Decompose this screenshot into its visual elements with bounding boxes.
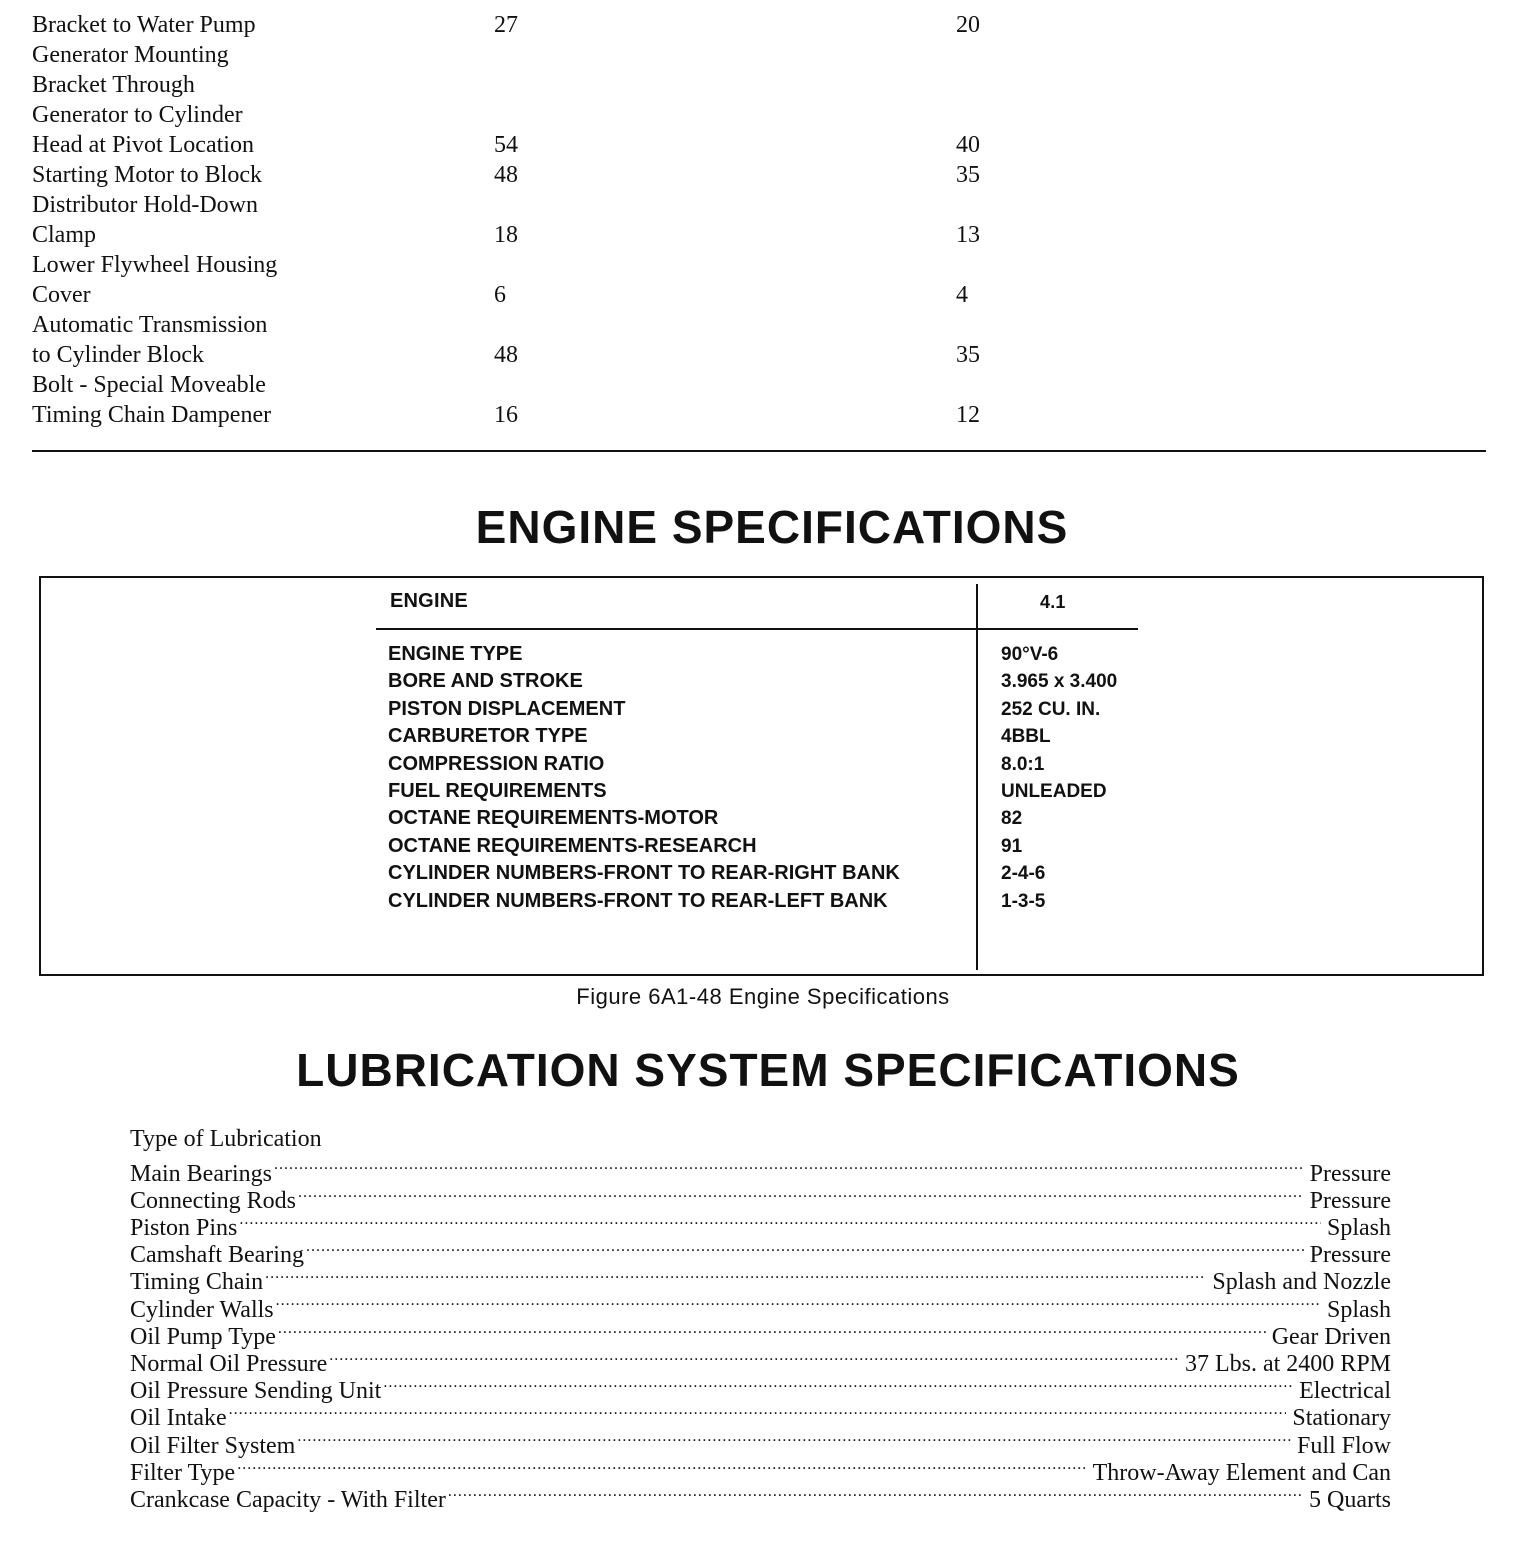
torque-row <box>32 220 1132 250</box>
lubrication-value: Splash and Nozzle <box>1212 1269 1391 1296</box>
spec-value: 4BBL <box>1001 726 1051 748</box>
dot-leader <box>274 1154 1304 1181</box>
lubrication-value: Gear Driven <box>1271 1323 1391 1350</box>
torque-row <box>32 310 1132 340</box>
spec-column-divider <box>976 584 978 970</box>
torque-nm: 27 <box>494 12 518 38</box>
torque-row <box>32 160 1132 190</box>
dot-leader <box>383 1371 1293 1398</box>
torque-item: Bracket to Water Pump <box>32 12 256 38</box>
spec-label: FUEL REQUIREMENTS <box>388 779 607 802</box>
torque-item: Generator to Cylinder <box>32 102 243 128</box>
lubrication-value: 5 Quarts <box>1309 1486 1391 1513</box>
torque-nm: 6 <box>494 282 506 308</box>
lubrication-label: Oil Pressure Sending Unit <box>130 1378 382 1405</box>
lubrication-value: Pressure <box>1309 1187 1391 1214</box>
dot-leader <box>298 1181 1304 1208</box>
dot-leader <box>448 1480 1303 1507</box>
torque-nm: 18 <box>494 222 518 248</box>
lubrication-value: Throw-Away Element and Can <box>1092 1459 1391 1486</box>
spec-label: OCTANE REQUIREMENTS-RESEARCH <box>388 834 757 857</box>
lubrication-row <box>130 1453 1391 1486</box>
spec-label: CYLINDER NUMBERS-FRONT TO REAR-RIGHT BANK <box>388 862 900 885</box>
dot-leader <box>265 1262 1206 1289</box>
lubrication-row <box>130 1208 1391 1242</box>
lubrication-value: Stationary <box>1292 1405 1391 1432</box>
engine-spec-box <box>39 576 1484 976</box>
torque-row <box>32 70 1132 100</box>
torque-item: Timing Chain Dampener <box>32 402 272 428</box>
torque-ftlb: 13 <box>956 222 980 248</box>
lubrication-value: Splash <box>1326 1215 1391 1242</box>
torque-ftlb: 20 <box>956 12 980 38</box>
lubrication-row <box>130 1398 1391 1432</box>
lubrication-label: Crankcase Capacity - With Filter <box>130 1486 446 1513</box>
lubrication-row <box>130 1154 1391 1187</box>
spec-label: CARBURETOR TYPE <box>388 725 588 748</box>
lubrication-row <box>130 1235 1391 1269</box>
torque-row <box>32 250 1132 280</box>
dot-leader <box>239 1208 1321 1235</box>
spec-header-label: ENGINE <box>390 590 468 612</box>
dot-leader <box>306 1235 1304 1262</box>
lubrication-value: Full Flow <box>1296 1432 1391 1459</box>
spec-label: BORE AND STROKE <box>388 670 583 693</box>
lubrication-row <box>130 1317 1391 1350</box>
torque-ftlb: 12 <box>956 402 980 428</box>
lubrication-label: Oil Pump Type <box>130 1323 276 1350</box>
torque-item: to Cylinder Block <box>32 342 204 368</box>
lubrication-value: Pressure <box>1309 1160 1391 1187</box>
lubrication-label: Filter Type <box>130 1459 236 1486</box>
torque-ftlb: 40 <box>956 132 980 158</box>
engine-specifications-title: ENGINE SPECIFICATIONS <box>475 501 1069 553</box>
lubrication-row <box>130 1181 1391 1214</box>
torque-item: Bracket Through <box>32 72 195 98</box>
spec-value: 8.0:1 <box>1001 753 1045 775</box>
torque-item: Automatic Transmission <box>32 312 268 338</box>
torque-row <box>32 340 1132 370</box>
lubrication-row <box>130 1480 1391 1513</box>
dot-leader <box>329 1344 1179 1371</box>
lubrication-value: 37 Lbs. at 2400 RPM <box>1184 1351 1391 1377</box>
torque-nm: 16 <box>494 402 518 428</box>
torque-item: Lower Flywheel Housing <box>32 252 278 278</box>
lubrication-label: Camshaft Bearing <box>130 1242 304 1269</box>
lubrication-row <box>130 1344 1391 1377</box>
lubrication-row <box>130 1289 1391 1323</box>
spec-value: 252 CU. IN. <box>1001 698 1101 720</box>
lubrication-specifications-title: LUBRICATION SYSTEM SPECIFICATIONS <box>296 1044 1240 1096</box>
dot-leader <box>229 1398 1287 1425</box>
lubrication-type-heading: Type of Lubrication <box>130 1126 322 1152</box>
lubrication-row <box>130 1262 1391 1296</box>
lubrication-value: Electrical <box>1299 1378 1391 1405</box>
spec-label: PISTON DISPLACEMENT <box>388 697 626 720</box>
spec-value: 3.965 x 3.400 <box>1001 671 1118 693</box>
torque-row <box>32 280 1132 310</box>
dot-leader <box>276 1289 1321 1316</box>
torque-nm: 48 <box>494 162 518 188</box>
spec-value: 90°V-6 <box>1001 644 1059 665</box>
lubrication-label: Cylinder Walls <box>130 1296 274 1323</box>
lubrication-list <box>130 1126 1391 1513</box>
spec-value: 2-4-6 <box>1001 863 1046 885</box>
torque-item: Clamp <box>32 222 96 248</box>
torque-ftlb: 35 <box>956 162 980 188</box>
torque-ftlb: 35 <box>956 342 980 368</box>
torque-item: Cover <box>32 282 91 308</box>
dot-leader <box>237 1453 1086 1480</box>
lubrication-label: Oil Filter System <box>130 1432 296 1459</box>
spec-label: CYLINDER NUMBERS-FRONT TO REAR-LEFT BANK <box>388 889 888 912</box>
torque-item: Distributor Hold-Down <box>32 192 258 218</box>
dot-leader <box>278 1317 1266 1344</box>
spec-value: UNLEADED <box>1001 780 1107 802</box>
spec-label: COMPRESSION RATIO <box>388 752 605 775</box>
lubrication-label: Normal Oil Pressure <box>130 1351 328 1377</box>
lubrication-label: Connecting Rods <box>130 1187 296 1214</box>
torque-row <box>32 40 1132 70</box>
torque-item: Starting Motor to Block <box>32 162 262 188</box>
torque-item: Generator Mounting <box>32 42 229 68</box>
lubrication-value: Pressure <box>1309 1242 1391 1269</box>
torque-row <box>32 370 1132 400</box>
spec-header-value: 4.1 <box>1040 592 1066 612</box>
lubrication-label: Oil Intake <box>130 1405 227 1432</box>
torque-row <box>32 400 1132 430</box>
lubrication-value: Splash <box>1326 1296 1391 1323</box>
section-divider <box>32 450 1486 452</box>
spec-label: OCTANE REQUIREMENTS-MOTOR <box>388 807 719 830</box>
spec-value: 91 <box>1001 835 1023 857</box>
torque-row <box>32 100 1132 130</box>
torque-nm: 54 <box>494 132 518 158</box>
torque-nm: 48 <box>494 342 518 368</box>
lubrication-label: Piston Pins <box>130 1215 238 1242</box>
spec-label: ENGINE TYPE <box>388 643 523 665</box>
lubrication-row <box>130 1425 1391 1459</box>
dot-leader <box>297 1425 1291 1452</box>
spec-value: 1-3-5 <box>1001 890 1046 912</box>
torque-item: Bolt - Special Moveable <box>32 372 266 398</box>
spec-header-rule <box>376 628 1138 630</box>
spec-value: 82 <box>1001 808 1023 830</box>
torque-row <box>32 190 1132 220</box>
torque-row <box>32 10 1132 40</box>
torque-ftlb: 4 <box>956 282 968 308</box>
torque-table <box>32 10 1132 430</box>
figure-caption: Figure 6A1-48 Engine Specifications <box>576 984 950 1009</box>
lubrication-label: Timing Chain <box>130 1269 264 1296</box>
torque-row <box>32 130 1132 160</box>
lubrication-label: Main Bearings <box>130 1160 272 1187</box>
torque-item: Head at Pivot Location <box>32 132 254 158</box>
